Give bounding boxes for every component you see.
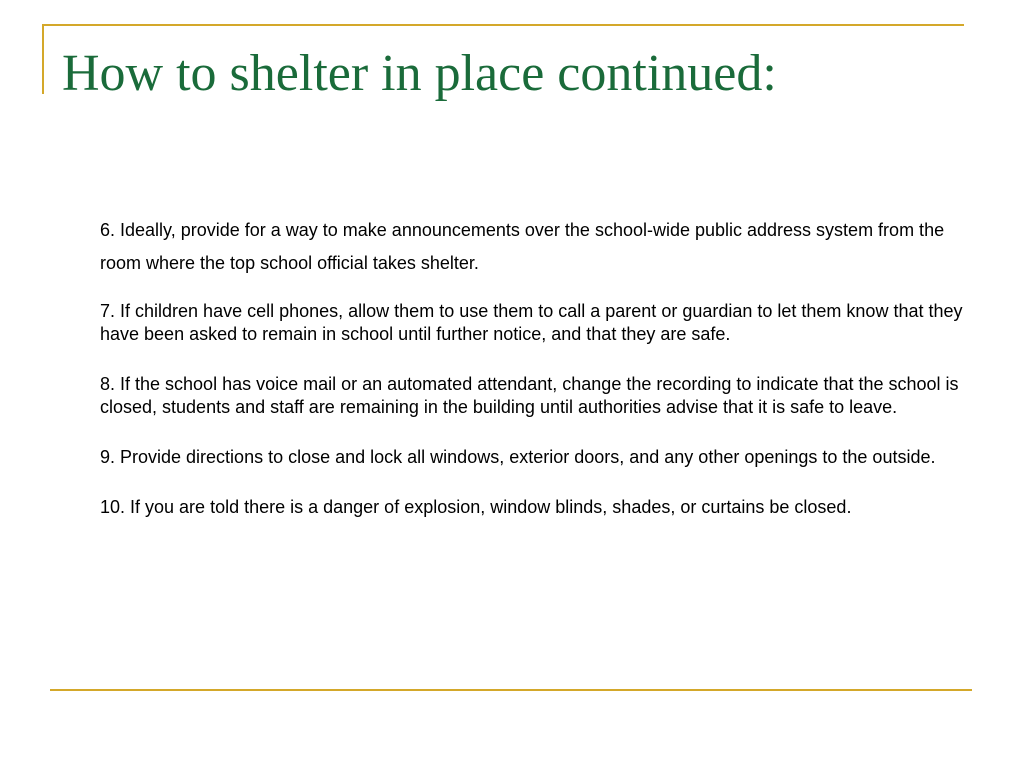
top-rule bbox=[42, 24, 964, 26]
list-item-10: 10. If you are told there is a danger of explosion, window blinds, shades, or curtains be closed. bbox=[100, 497, 852, 517]
list-item-8: 8. If the school has voice mail or an automated attendant, change the recording to indicate that the school is closed, students and staff are remaining in the building until authorities advise that it is safe to leave. bbox=[100, 374, 959, 417]
list-item-6: 6. Ideally, provide for a way to make announcements over the school-wide public address system from the room where the top school official takes shelter. bbox=[100, 220, 945, 273]
slide-body bbox=[100, 214, 970, 546]
left-rule bbox=[42, 24, 44, 94]
slide-title: How to shelter in place continued: bbox=[62, 45, 777, 102]
list-item-7: 7. If children have cell phones, allow them to use them to call a parent or guardian to let them know that they have been asked to remain in school until further notice, and that they are safe. bbox=[100, 301, 963, 344]
bottom-rule bbox=[50, 689, 972, 691]
list-item-9: 9. Provide directions to close and lock all windows, exterior doors, and any other openings to the outside. bbox=[100, 447, 936, 467]
